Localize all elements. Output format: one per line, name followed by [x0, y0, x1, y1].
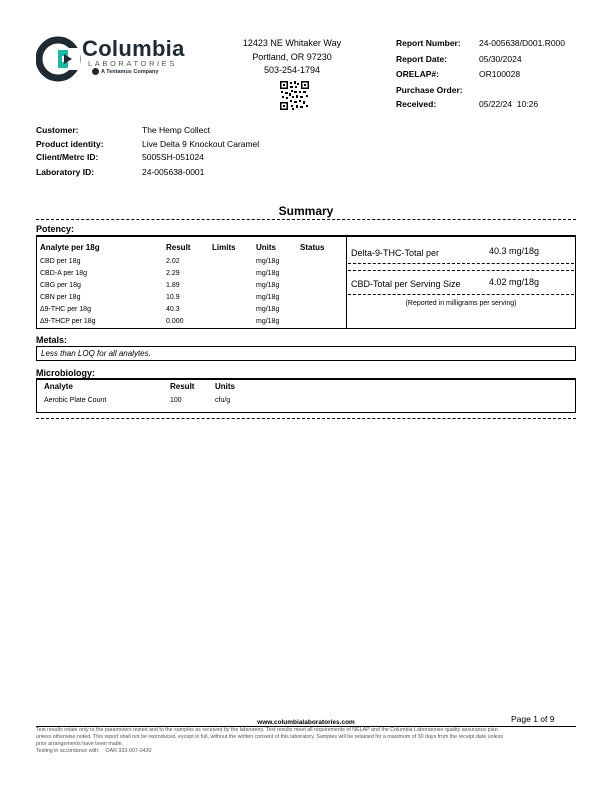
row-analyte: CBN per 18g — [40, 294, 81, 301]
report-number: 24-005638/D001.R000 — [479, 38, 566, 48]
report-number-label: Report Number: — [396, 38, 461, 48]
qr-code-icon — [280, 81, 309, 110]
client-id-label: Client/Metrc ID: — [36, 152, 99, 162]
thc-total-label: Delta-9-THC-Total per — [351, 248, 440, 258]
columbia-logo-icon — [36, 36, 82, 82]
thc-total-value: 40.3 mg/18g — [489, 246, 540, 256]
customer-label: Customer: — [36, 125, 79, 135]
potency-header-limits: Limits — [212, 243, 236, 252]
product-identity-label: Product identity: — [36, 139, 104, 149]
micro-header-analyte: Analyte — [44, 382, 73, 391]
table-row — [40, 318, 340, 330]
row-result: 100 — [170, 397, 182, 404]
row-analyte: CBD per 18g — [40, 258, 81, 265]
tentamus-mark — [92, 68, 158, 75]
logo-subtitle: LABORATORIES — [88, 59, 177, 68]
row-result: 0.000 — [166, 318, 184, 325]
serving-note: (Reported in milligrams per serving) — [405, 300, 517, 307]
row-analyte: CBG per 18g — [40, 282, 81, 289]
disclaimer-line: Test results relate only to the parameters tested and to the samples as received by the laboratory. Test results meet all requirements of NELAP and the Columbia Laboratories quality assurance plan — [36, 727, 498, 733]
row-units: mg/18g — [256, 318, 280, 325]
divider — [348, 294, 574, 295]
potency-header-analyte: Analyte per 18g — [40, 243, 100, 252]
row-units: mg/18g — [256, 294, 280, 301]
row-units: mg/18g — [256, 258, 280, 265]
purchase-order-label: Purchase Order: — [396, 85, 463, 95]
metals-note: Less than LOQ for all analytes. — [41, 349, 151, 358]
row-units: mg/18g — [256, 270, 280, 277]
divider — [348, 263, 574, 264]
report-date: 05/30/2024 — [479, 54, 522, 64]
microbiology-title: Microbiology: — [36, 368, 95, 378]
cbd-total-value: 4.02 mg/18g — [489, 277, 540, 287]
potency-header-result: Result — [166, 243, 191, 252]
company-logo — [36, 36, 185, 82]
lab-address — [222, 37, 362, 78]
potency-title: Potency: — [36, 224, 75, 234]
tentamus-icon — [92, 68, 99, 75]
client-id: 5005SH-051024 — [142, 152, 204, 162]
row-analyte: CBD-A per 18g — [40, 270, 88, 277]
potency-header-status: Status — [300, 243, 325, 252]
micro-header-units: Units — [215, 382, 235, 391]
disclaimer-line: prior arrangements have been made. — [36, 741, 124, 747]
row-units: mg/18g — [256, 306, 280, 313]
row-result: 40.3 — [166, 306, 180, 313]
metals-title: Metals: — [36, 335, 68, 345]
report-date-label: Report Date: — [396, 54, 448, 64]
potency-header-units: Units — [256, 243, 276, 252]
table-row — [44, 397, 544, 409]
laboratory-id: 24-005638-0001 — [142, 167, 205, 177]
row-result: 1.89 — [166, 282, 180, 289]
row-analyte: Δ9-THC per 18g — [40, 306, 91, 313]
row-result: 2.02 — [166, 258, 180, 265]
received-date: 05/22/24 10:26 — [479, 99, 539, 109]
divider — [348, 270, 574, 271]
table-row — [40, 306, 340, 318]
customer-name: The Hemp Collect — [142, 125, 211, 135]
product-identity: Live Delta 9 Knockout Caramel — [142, 139, 260, 149]
table-row — [40, 282, 340, 294]
row-result: 10.9 — [166, 294, 180, 301]
table-row — [40, 270, 340, 282]
website-link[interactable]: www.columbialaboratories.com — [257, 719, 355, 726]
logo-name: Columbia — [82, 36, 185, 61]
row-units: mg/18g — [256, 282, 280, 289]
footer-disclaimer — [36, 727, 581, 755]
divider — [36, 418, 576, 419]
tentamus-text: A Tentamus Company — [101, 68, 159, 75]
customer-info — [36, 125, 336, 181]
row-units: cfu/g — [215, 397, 231, 404]
address-street: 12423 NE Whitaker Way — [242, 38, 342, 48]
page-number: Page 1 of 9 — [511, 714, 555, 724]
orelap-label: ORELAP#: — [396, 69, 439, 79]
disclaimer-line: unless otherwise noted. This report shall not be reproduced, except in full, without the written consent of this laboratory. Samples will be retained for a maximum of 30 days from the receipt date unless — [36, 734, 504, 740]
potency-divider-vertical — [346, 236, 347, 329]
table-row — [40, 294, 340, 306]
laboratory-id-label: Laboratory ID: — [36, 167, 95, 177]
row-analyte: Aerobic Plate Count — [44, 397, 107, 404]
table-row — [40, 258, 340, 270]
received-label: Received: — [396, 99, 437, 109]
row-result: 2.29 — [166, 270, 180, 277]
micro-header-result: Result — [170, 382, 195, 391]
summary-title: Summary — [278, 204, 334, 218]
address-phone: 503-254-1794 — [263, 65, 321, 75]
divider — [36, 219, 576, 220]
cbd-total-label: CBD-Total per Serving Size — [351, 279, 461, 289]
row-analyte: Δ9-THCP per 18g — [40, 318, 96, 325]
testing-accordance: Testing in accordance with: OAR 333-007-0430 — [36, 748, 152, 754]
address-city: Portland, OR 97230 — [252, 51, 332, 62]
orelap-number: OR100028 — [479, 69, 521, 79]
